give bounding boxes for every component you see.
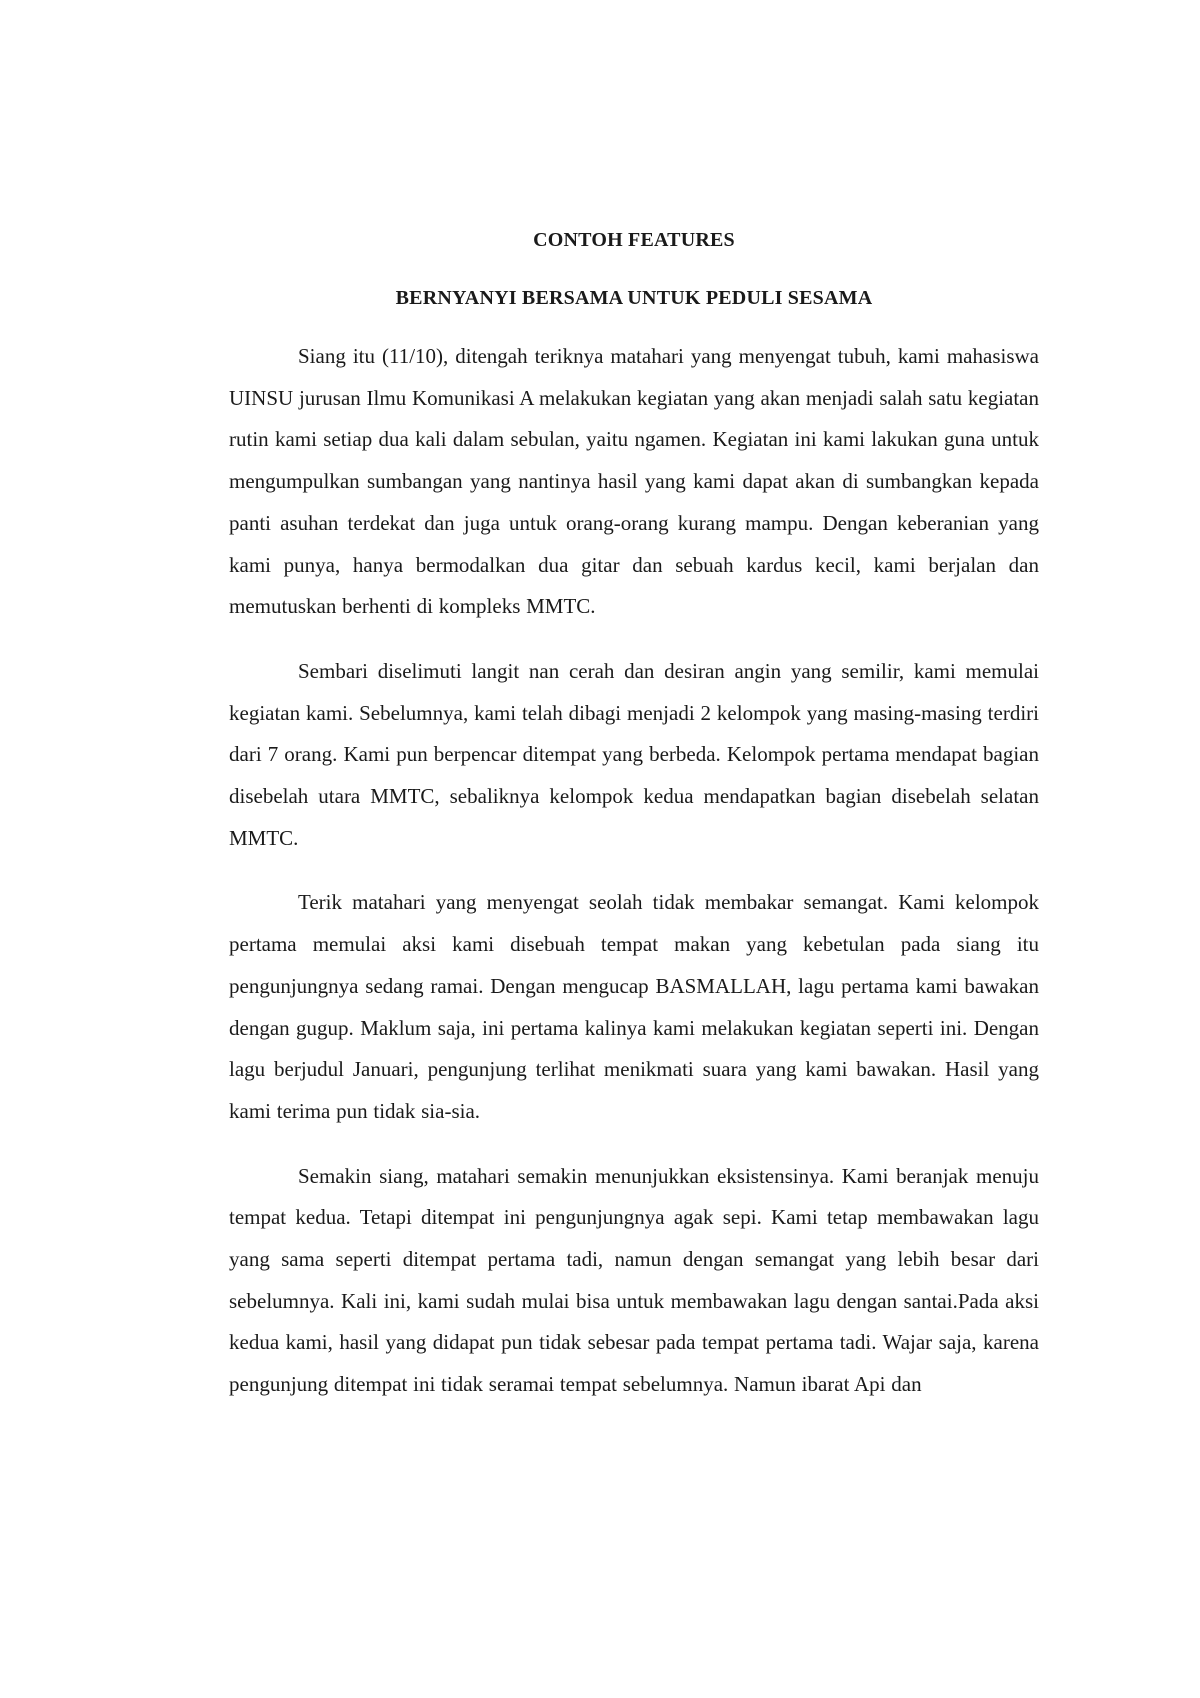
document-body: [229, 228, 1039, 1429]
document-title: CONTOH FEATURES: [533, 229, 735, 251]
paragraph-3: Terik matahari yang menyengat seolah tidak membakar semangat. Kami kelompok pertama memulai aksi kami disebuah tempat makan yang kebetulan pada siang itu pengunjungnya sedang ramai. Dengan mengucap BASMALLAH, lagu pertama kami bawakan dengan gugup. Maklum saja, ini pertama kalinya kami melakukan kegiatan seperti ini. Dengan lagu berjudul Januari, pengunjung terlihat menikmati suara yang kami bawakan. Hasil yang kami terima pun tidak sia-sia.: [229, 890, 1039, 1123]
article-headline: BERNYANYI BERSAMA UNTUK PEDULI SESAMA: [395, 287, 873, 309]
paragraph-4: Semakin siang, matahari semakin menunjukkan eksistensinya. Kami beranjak menuju tempat kedua. Tetapi ditempat ini pengunjungnya agak sepi. Kami tetap membawakan lagu yang sama seperti ditempat pertama tadi, namun dengan semangat yang lebih besar dari sebelumnya. Kali ini, kami sudah mulai bisa untuk membawakan lagu dengan santai.Pada aksi kedua kami, hasil yang didapat pun tidak sebesar pada tempat pertama tadi. Wajar saja, karena pengunjung ditempat ini tidak seramai tempat sebelumnya. Namun ibarat Api dan: [229, 1163, 1039, 1397]
paragraph-2: Sembari diselimuti langit nan cerah dan desiran angin yang semilir, kami memulai kegiatan kami. Sebelumnya, kami telah dibagi menjadi 2 kelompok yang masing-masing terdiri dari 7 orang. Kami pun berpencar ditempat yang berbeda. Kelompok pertama mendapat bagian disebelah utara MMTC, sebaliknya kelompok kedua mendapatkan bagian disebelah selatan MMTC.: [229, 658, 1039, 850]
paragraph-1: Siang itu (11/10), ditengah teriknya matahari yang menyengat tubuh, kami mahasiswa UINSU jurusan Ilmu Komunikasi A melakukan kegiatan yang akan menjadi salah satu kegiatan rutin kami setiap dua kali dalam sebulan, yaitu ngamen. Kegiatan ini kami lakukan guna untuk mengumpulkan sumbangan yang nantinya hasil yang kami dapat akan di sumbangkan kepada panti asuhan terdekat dan juga untuk orang-orang kurang mampu. Dengan keberanian yang kami punya, hanya bermodalkan dua gitar dan sebuah kardus kecil, kami berjalan dan memutuskan berhenti di kompleks MMTC.: [229, 344, 1039, 619]
